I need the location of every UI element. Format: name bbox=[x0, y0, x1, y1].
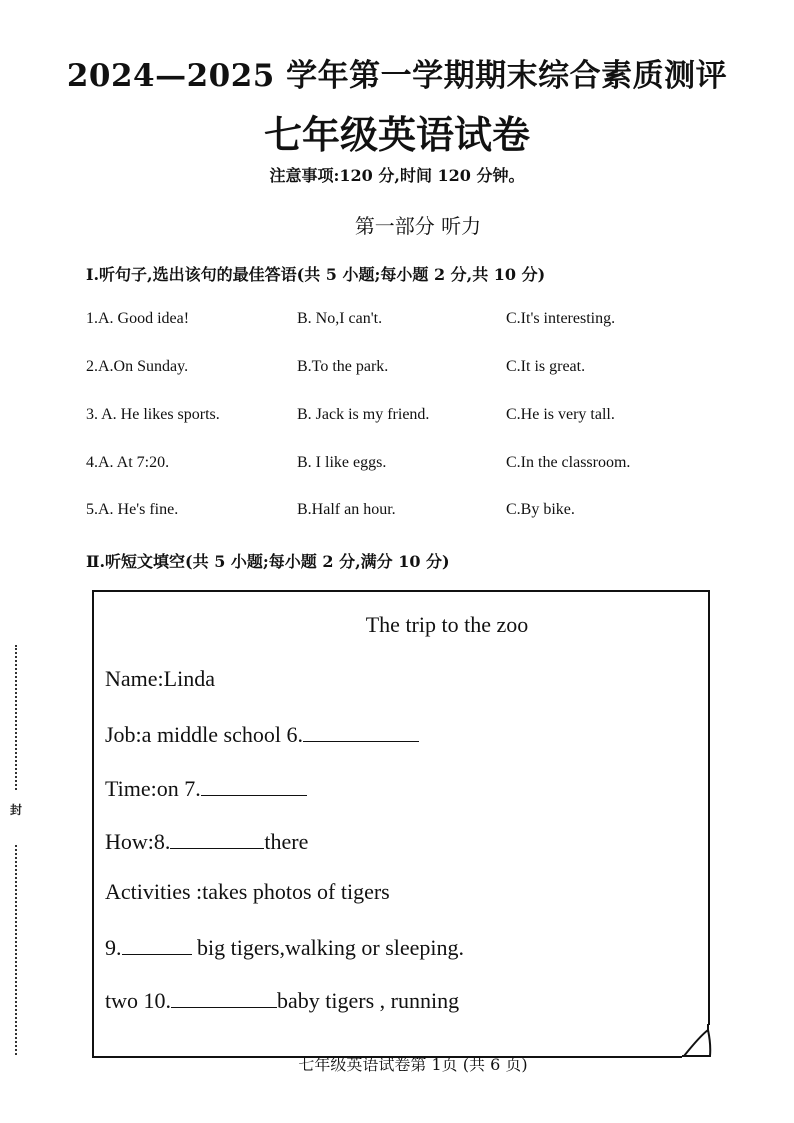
note-box-title: The trip to the zoo bbox=[365, 612, 529, 637]
note-box-right-edge bbox=[708, 590, 710, 1025]
note-how-line bbox=[105, 826, 308, 855]
q5-option-a: 5.A. He's fine. bbox=[86, 501, 179, 518]
blank-8[interactable] bbox=[170, 826, 264, 849]
note-name-line: Name:Linda bbox=[105, 666, 215, 691]
blank-10[interactable] bbox=[171, 985, 277, 1008]
note-how-suffix: there bbox=[264, 829, 309, 854]
note-q10-suffix: baby tigers , running bbox=[277, 988, 460, 1013]
q3-option-b: B. Jack is my friend. bbox=[297, 406, 430, 423]
note-how-label: How:8. bbox=[105, 829, 171, 854]
blank-7[interactable] bbox=[201, 773, 307, 796]
note-q9-suffix: big tigers,walking or sleeping. bbox=[191, 935, 465, 960]
note-job-label: Job:a middle school 6. bbox=[105, 722, 303, 747]
blank-6[interactable] bbox=[303, 719, 419, 742]
q2-option-c: C.It is great. bbox=[506, 358, 586, 375]
blank-9[interactable] bbox=[122, 932, 192, 955]
part-heading: 第一部分 听力 bbox=[354, 214, 482, 238]
q2-option-b: B.To the park. bbox=[297, 358, 389, 375]
section2-heading: Ⅱ.听短文填空(共 5 小题;每小题 2 分,满分 10 分) bbox=[86, 552, 450, 571]
note-activities-line: Activities :takes photos of tigers bbox=[105, 879, 390, 904]
note-q9-label: 9. bbox=[105, 935, 122, 960]
q3-option-a: 3. A. He likes sports. bbox=[86, 406, 220, 423]
note-time-line bbox=[105, 773, 307, 802]
note-q10-line bbox=[105, 985, 459, 1014]
page-footer: 七年级英语试卷第 1页 (共 6 页) bbox=[298, 1055, 528, 1074]
note-time-label: Time:on 7. bbox=[105, 776, 201, 801]
q3-option-c: C.He is very tall. bbox=[506, 406, 615, 423]
exam-title-line2: 七年级英语试卷 bbox=[263, 112, 530, 157]
q4-option-b: B. I like eggs. bbox=[297, 454, 387, 471]
q4-option-a: 4.A. At 7:20. bbox=[86, 454, 170, 471]
note-q10-label: two 10. bbox=[105, 988, 171, 1013]
q5-option-b: B.Half an hour. bbox=[297, 501, 396, 518]
section1-heading: I.听句子,选出该句的最佳答语(共 5 小题;每小题 2 分,共 10 分) bbox=[86, 265, 546, 284]
exam-notice: 注意事项:120 分,时间 120 分钟。 bbox=[269, 166, 525, 185]
exam-title-line1: 2024—2025 学年第一学期期末综合素质测评 bbox=[66, 58, 728, 94]
q1-option-b: B. No,I can't. bbox=[297, 310, 383, 327]
q1-option-c: C.It's interesting. bbox=[506, 310, 616, 327]
binding-dotted-line-top bbox=[15, 645, 17, 790]
note-q9-line bbox=[105, 932, 464, 961]
note-job-line bbox=[105, 719, 419, 748]
q5-option-c: C.By bike. bbox=[506, 501, 575, 518]
binding-dotted-line-bottom bbox=[15, 845, 17, 1055]
q2-option-a: 2.A.On Sunday. bbox=[86, 358, 189, 375]
q4-option-c: C.In the classroom. bbox=[506, 454, 631, 471]
q1-option-a: 1.A. Good idea! bbox=[86, 310, 190, 327]
binding-seal-mark: 封 bbox=[10, 803, 23, 817]
